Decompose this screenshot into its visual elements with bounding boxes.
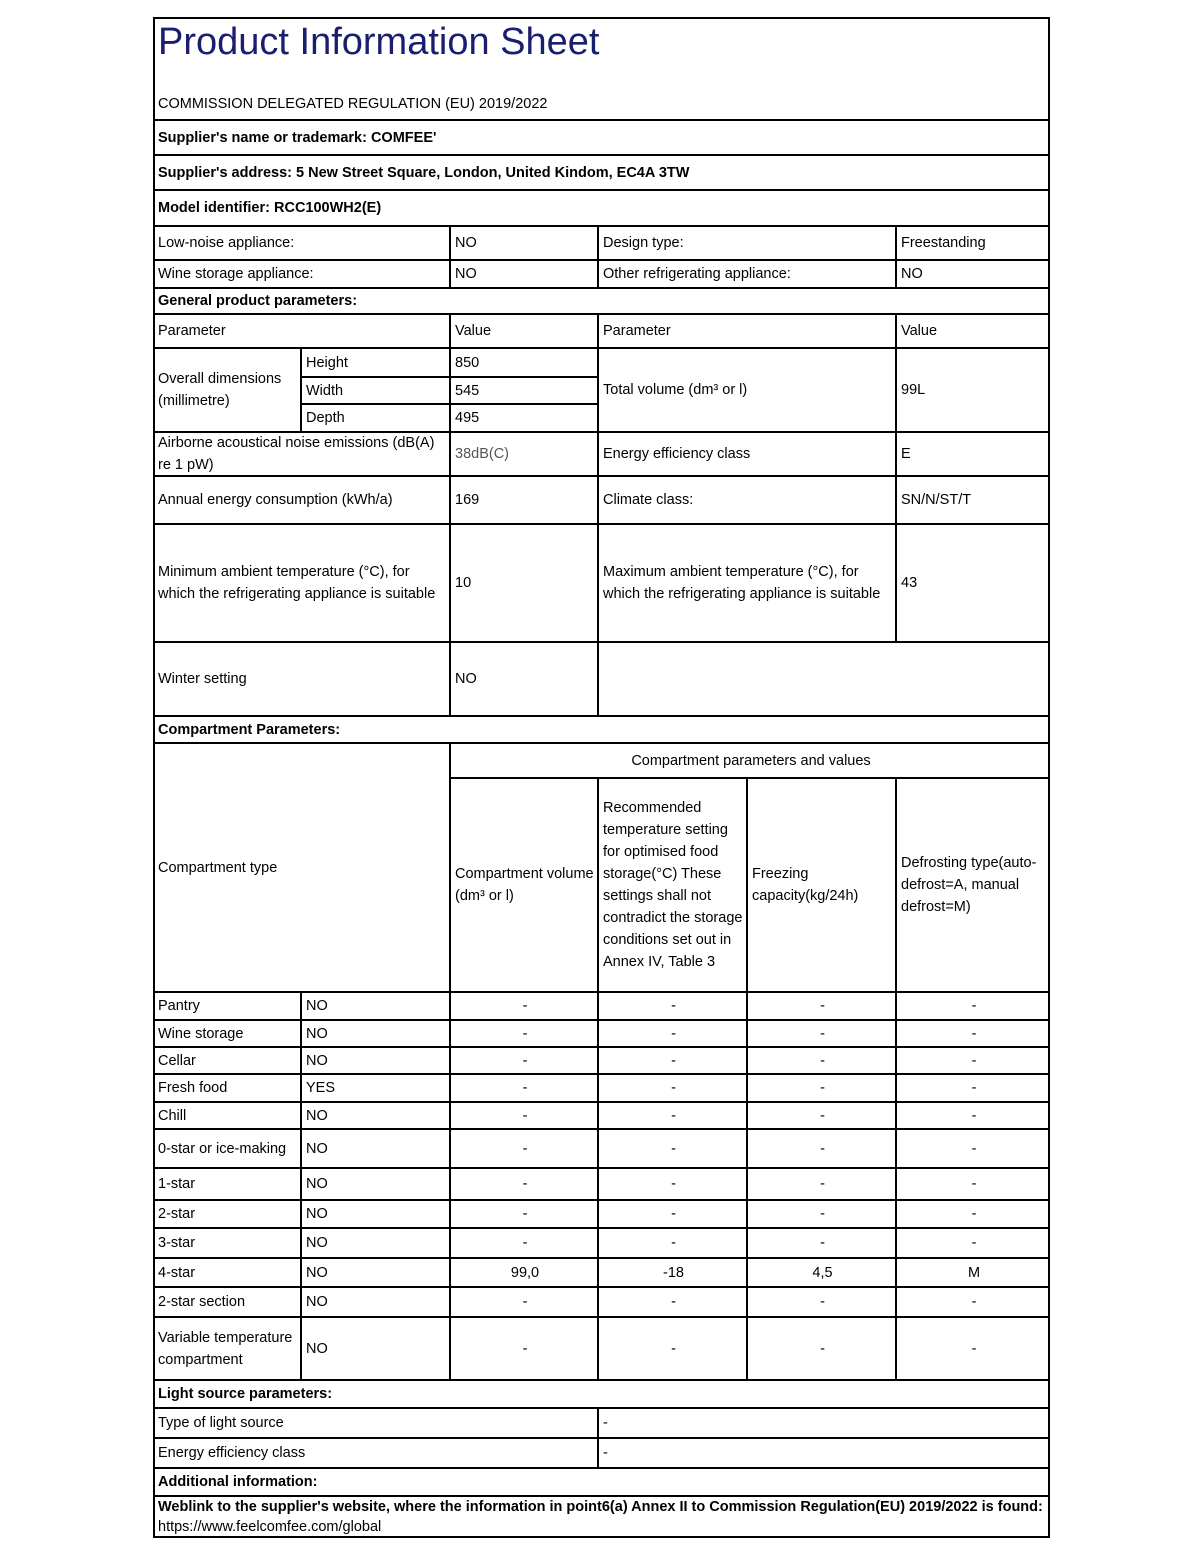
compartment-freezing-2-star-section: - [820, 1294, 825, 1310]
table-rule [449, 314, 451, 716]
compartment-volume-3-star: - [522, 1235, 528, 1251]
compartment-temp-chill: - [671, 1107, 676, 1124]
compartment-defrost-fresh-food: - [971, 1080, 977, 1096]
light-type-value: - [603, 1415, 608, 1431]
compartment-name-chill: Chill [158, 1107, 187, 1124]
table-rule [153, 742, 1050, 744]
wine-storage-label: Wine storage appliance: [158, 265, 314, 282]
compartment-temp-4-star: -18 [663, 1264, 684, 1281]
compartment-volume-2-star: - [522, 1206, 528, 1222]
compartment-present-1-star: NO [306, 1176, 328, 1192]
compartment-name-fresh-food: Fresh food [158, 1080, 228, 1096]
light-energy-class-value: - [603, 1445, 608, 1461]
compartment-name-3-star: 3-star [158, 1235, 196, 1251]
table-rule [153, 1379, 1050, 1381]
design-type-label: Design type: [603, 235, 684, 251]
compartment-freezing-variable-temperature-compartment: - [820, 1340, 825, 1357]
compartment-volume-pantry: - [522, 998, 528, 1014]
compartment-volume-variable-temperature-compartment: - [522, 1340, 528, 1357]
annual-energy-label: Annual energy consumption (kWh/a) [158, 492, 393, 508]
compartment-name-4-star: 4-star [158, 1264, 196, 1281]
other-refrigerating-value: NO [901, 265, 923, 282]
width-value: 545 [455, 382, 480, 399]
compartment-present-3-star: NO [306, 1235, 328, 1251]
compartment-defrost-2-star-section: - [971, 1294, 977, 1310]
compartment-temp-fresh-food: - [671, 1080, 676, 1096]
compartment-defrost-variable-temperature-compartment: - [971, 1340, 977, 1357]
max-temp-label: Maximum ambient temperature (°C), for which the refrigerating appliance is suitable [603, 564, 881, 602]
compartment-freezing-1-star: - [820, 1176, 825, 1192]
compartment-parameters-heading: Compartment Parameters: [158, 721, 341, 738]
table-rule [597, 1408, 599, 1468]
compartment-freezing-4-star: 4,5 [812, 1264, 833, 1281]
total-volume-value: 99L [901, 382, 926, 398]
table-rule [153, 313, 1050, 315]
table-rule [895, 314, 897, 642]
table-rule [153, 641, 1050, 643]
compartment-defrost-pantry: - [971, 998, 977, 1014]
compartment-freezing-chill: - [820, 1107, 825, 1124]
compartment-freezing-0-star-or-ice-making: - [820, 1140, 825, 1157]
value-header: Value [455, 323, 492, 339]
wine-storage-value: NO [455, 265, 477, 282]
table-rule [153, 431, 1050, 433]
table-rule [153, 1467, 1050, 1469]
compartment-volume-0-star-or-ice-making: - [522, 1140, 528, 1157]
table-rule [153, 715, 1050, 717]
compartment-present-2-star: NO [306, 1206, 328, 1222]
compartment-name-variable-temperature-compartment: Variable temperature compartment [158, 1329, 293, 1368]
min-temp-label: Minimum ambient temperature (°C), for which the refrigerating appliance is suitable [158, 564, 436, 602]
compartment-present-cellar: NO [306, 1052, 328, 1069]
recommended-temp-header: Recommended temperature setting for optimised food storage(°C) These settings shall not contradict the storage conditions set out in Annex IV, Table 3 [603, 800, 743, 970]
compartment-temp-variable-temperature-compartment: - [671, 1340, 676, 1357]
max-temp-value: 43 [901, 575, 918, 591]
compartment-present-wine-storage: NO [306, 1025, 328, 1042]
compartment-volume-header: Compartment volume (dm³ or l) [455, 866, 594, 904]
compartment-defrost-cellar: - [971, 1052, 977, 1069]
value-header-2: Value [901, 323, 938, 339]
compartment-temp-cellar: - [671, 1052, 676, 1069]
compartment-freezing-pantry: - [820, 998, 825, 1014]
page-title: Product Information Sheet [158, 21, 600, 63]
compartment-temp-3-star: - [671, 1235, 676, 1251]
compartment-name-0-star-or-ice-making: 0-star or ice-making [158, 1140, 287, 1157]
light-type-label: Type of light source [158, 1415, 284, 1431]
compartment-defrost-chill: - [971, 1107, 977, 1124]
depth-label: Depth [306, 409, 345, 426]
compartment-name-1-star: 1-star [158, 1176, 196, 1192]
compartment-name-pantry: Pantry [158, 998, 200, 1014]
compartment-defrost-0-star-or-ice-making: - [971, 1140, 977, 1157]
table-rule [153, 1407, 1050, 1409]
compartment-volume-fresh-food: - [522, 1080, 528, 1096]
freezing-capacity-header: Freezing capacity(kg/24h) [752, 866, 859, 904]
energy-class-label: Energy efficiency class [603, 446, 751, 462]
additional-info-heading: Additional information: [158, 1474, 318, 1490]
compartment-present-variable-temperature-compartment: NO [306, 1340, 328, 1357]
compartment-defrost-4-star: M [967, 1264, 981, 1281]
parameter-header: Parameter [158, 323, 226, 339]
compartment-temp-1-star: - [671, 1176, 676, 1192]
compartment-present-chill: NO [306, 1107, 328, 1124]
compartment-defrost-1-star: - [971, 1176, 977, 1192]
compartment-temp-2-star: - [671, 1206, 676, 1222]
winter-setting-label: Winter setting [158, 671, 247, 687]
compartment-volume-4-star: 99,0 [510, 1264, 540, 1281]
table-rule [597, 314, 599, 716]
noise-emissions-label: Airborne acoustical noise emissions (dB(A) re 1 pW) [158, 435, 435, 473]
width-label: Width [306, 382, 344, 399]
compartment-name-wine-storage: Wine storage [158, 1025, 244, 1042]
compartment-volume-1-star: - [522, 1176, 528, 1192]
table-rule [153, 475, 1050, 477]
parameter-header-2: Parameter [603, 323, 671, 339]
compartment-freezing-cellar: - [820, 1052, 825, 1069]
compartment-volume-chill: - [522, 1107, 528, 1124]
overall-dimensions-label: Overall dimensions (millimetre) [158, 371, 282, 409]
depth-value: 495 [455, 409, 480, 426]
height-label: Height [306, 355, 348, 371]
compartment-name-2-star: 2-star [158, 1206, 196, 1222]
compartment-freezing-2-star: - [820, 1206, 825, 1222]
annual-energy-value: 169 [455, 492, 480, 508]
other-refrigerating-label: Other refrigerating appliance: [603, 265, 791, 282]
table-rule [153, 1437, 1050, 1439]
noise-emissions-value: 38dB(C) [455, 446, 509, 462]
compartment-freezing-fresh-food: - [820, 1080, 825, 1096]
compartment-present-pantry: NO [306, 998, 328, 1014]
general-parameters-heading: General product parameters: [158, 292, 358, 309]
weblink-label: Weblink to the supplier's website, where the information in point6(a) Annex II to Commission Regulation(EU) 2019/2022 is found: [158, 1499, 1043, 1515]
supplier-address: Supplier's address: 5 New Street Square, London, United Kindom, EC4A 3TW [158, 164, 690, 181]
compartment-temp-pantry: - [671, 998, 676, 1014]
table-rule [300, 348, 302, 432]
compartment-defrost-wine-storage: - [971, 1025, 977, 1042]
compartment-name-2-star-section: 2-star section [158, 1294, 246, 1310]
table-rule [153, 154, 1050, 156]
compartment-group-header: Compartment parameters and values [631, 752, 871, 769]
compartment-temp-2-star-section: - [671, 1294, 676, 1310]
total-volume-label: Total volume (dm³ or l) [603, 382, 748, 398]
min-temp-value: 10 [455, 575, 472, 591]
climate-class-value: SN/N/ST/T [901, 492, 972, 508]
height-value: 850 [455, 355, 480, 371]
compartment-type-header: Compartment type [158, 859, 278, 876]
regulation-text: COMMISSION DELEGATED REGULATION (EU) 2019/2022 [158, 96, 548, 112]
design-type-value: Freestanding [901, 235, 986, 251]
compartment-freezing-wine-storage: - [820, 1025, 825, 1042]
compartment-temp-0-star-or-ice-making: - [671, 1140, 676, 1157]
compartment-defrost-2-star: - [971, 1206, 977, 1222]
compartment-temp-wine-storage: - [671, 1025, 676, 1042]
table-rule [597, 226, 599, 288]
compartment-defrost-3-star: - [971, 1235, 977, 1251]
compartment-present-4-star: NO [306, 1264, 328, 1281]
compartment-volume-2-star-section: - [522, 1294, 528, 1310]
table-rule [450, 777, 1050, 779]
compartment-present-0-star-or-ice-making: NO [306, 1140, 328, 1157]
compartment-freezing-3-star: - [820, 1235, 825, 1251]
climate-class-label: Climate class: [603, 492, 694, 508]
compartment-name-cellar: Cellar [158, 1052, 196, 1069]
table-rule [153, 189, 1050, 191]
supplier-name: Supplier's name or trademark: COMFEE' [158, 129, 437, 146]
defrost-type-header: Defrosting type(auto-defrost=A, manual defrost=M) [901, 855, 1037, 915]
light-source-heading: Light source parameters: [158, 1386, 333, 1402]
table-rule [153, 523, 1050, 525]
low-noise-label: Low-noise appliance: [158, 235, 295, 251]
compartment-present-2-star-section: NO [306, 1294, 328, 1310]
weblink-url: https://www.feelcomfee.com/global [158, 1519, 382, 1535]
light-energy-class-label: Energy efficiency class [158, 1445, 306, 1461]
compartment-volume-wine-storage: - [522, 1025, 528, 1042]
energy-class-value: E [901, 446, 911, 462]
table-rule [895, 226, 897, 288]
table-rule [153, 225, 1050, 227]
table-rule [449, 226, 451, 288]
winter-setting-value: NO [455, 671, 477, 687]
table-rule [153, 347, 1050, 349]
table-rule [153, 119, 1050, 121]
low-noise-value: NO [455, 235, 477, 251]
compartment-volume-cellar: - [522, 1052, 528, 1069]
compartment-present-fresh-food: YES [306, 1080, 336, 1096]
model-identifier: Model identifier: RCC100WH2(E) [158, 200, 382, 216]
